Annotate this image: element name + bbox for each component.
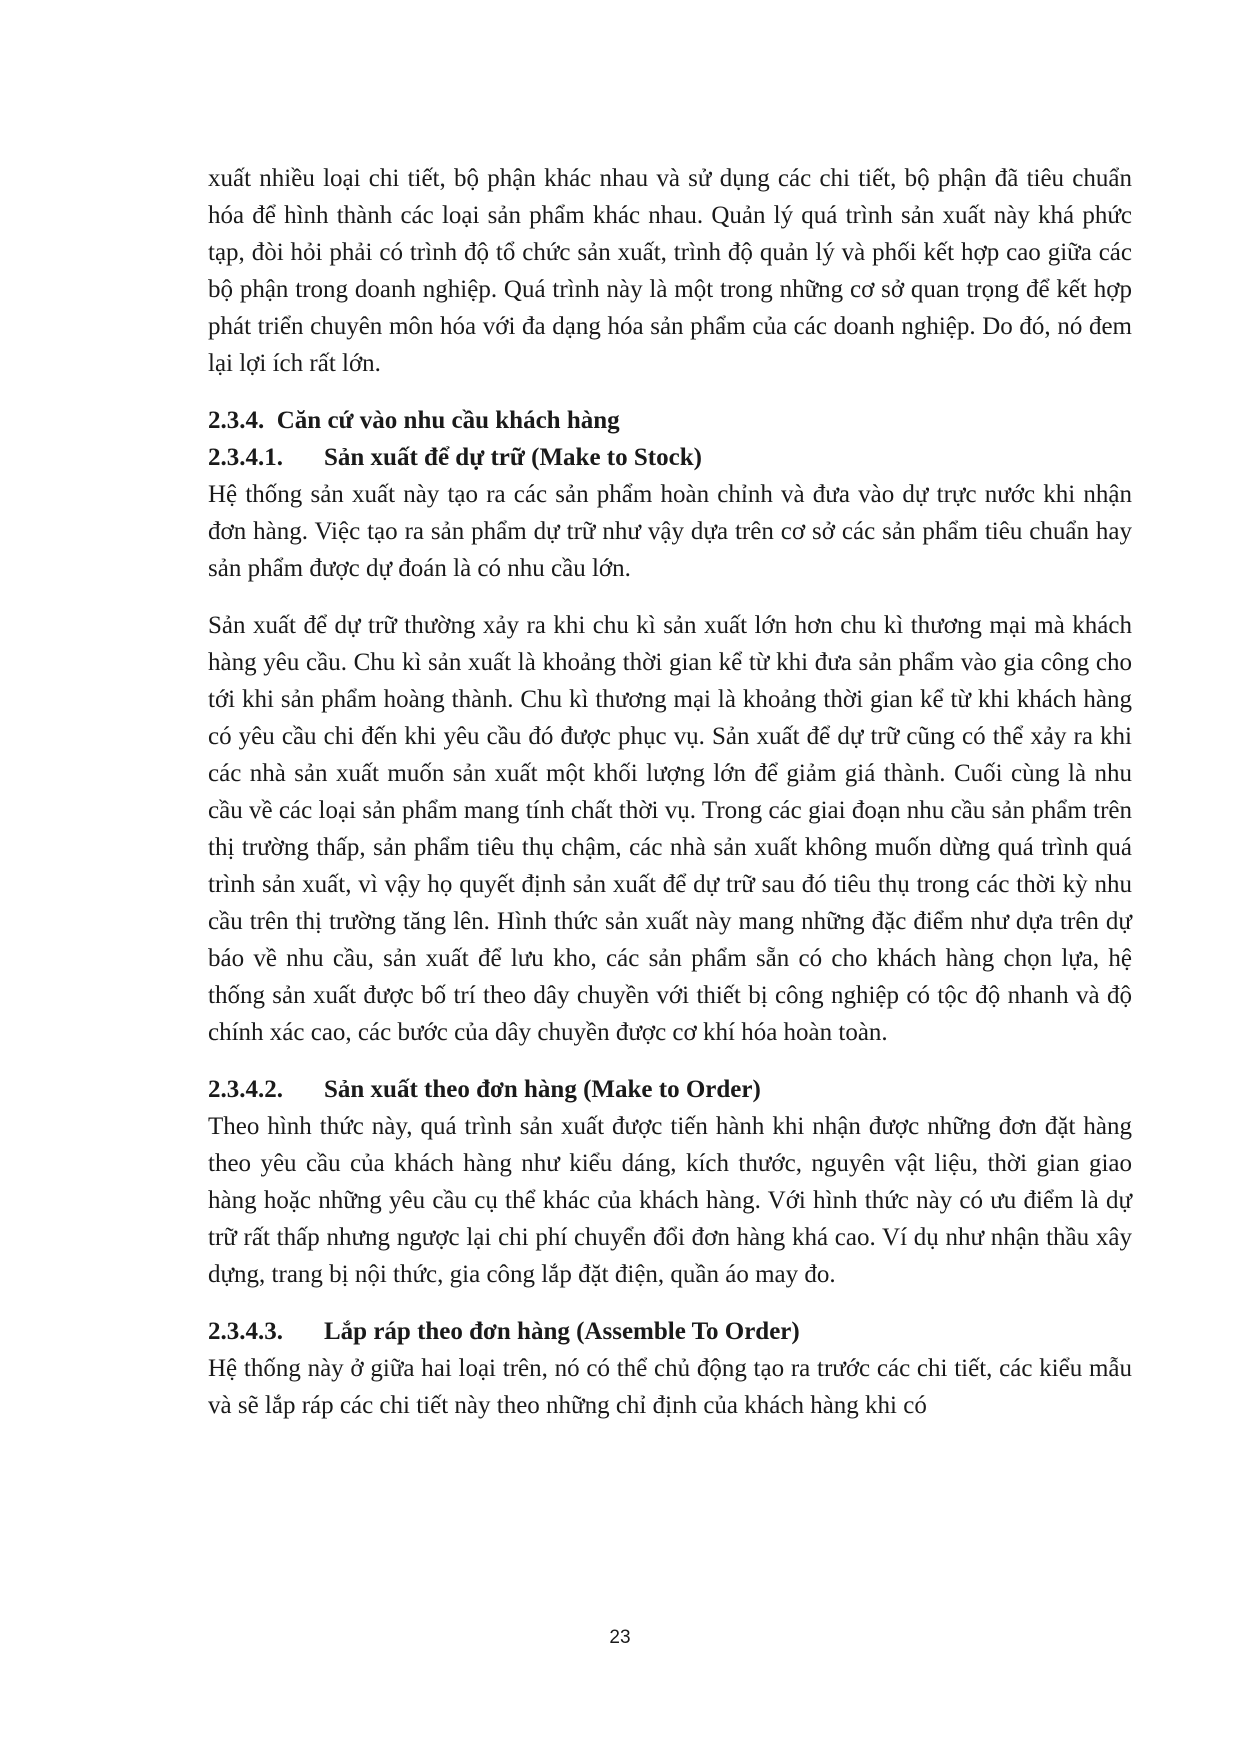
section-heading bbox=[208, 402, 1132, 439]
subsection-number: 2.3.4.3. bbox=[208, 1318, 283, 1345]
subsection-number: 2.3.4.2. bbox=[208, 1076, 283, 1103]
intro-paragraph: xuất nhiều loại chi tiết, bộ phận khác nhau và sử dụng các chi tiết, bộ phận đã tiêu chuẩn hóa để hình thành các loại sản phẩm khác nhau. Quản lý quá trình sản xuất này khá phức tạp, đòi hỏi phải có trình độ tổ chức sản xuất, trình độ quản lý và phối kết hợp cao giữa các bộ phận trong doanh nghiệp. Quá trình này là một trong những cơ sở quan trọng để kết hợp phát triển chuyên môn hóa với đa dạng hóa sản phẩm của các doanh nghiệp. Do đó, nó đem lại lợi ích rất lớn. bbox=[208, 165, 1132, 377]
subsection-number: 2.3.4.1. bbox=[208, 444, 283, 471]
paragraph: Hệ thống này ở giữa hai loại trên, nó có thể chủ động tạo ra trước các chi tiết, các kiểu mẫu và sẽ lắp ráp các chi tiết này theo những chỉ định của khách hàng khi có bbox=[208, 1355, 1132, 1419]
subsection-heading-1 bbox=[208, 439, 1132, 476]
subsection-title: Sản xuất để dự trữ (Make to Stock) bbox=[324, 444, 702, 471]
section-title: Căn cứ vào nhu cầu khách hàng bbox=[276, 407, 620, 434]
page-number: 23 bbox=[609, 1627, 631, 1648]
subsection-title: Sản xuất theo đơn hàng (Make to Order) bbox=[324, 1076, 761, 1103]
subsection-title: Lắp ráp theo đơn hàng (Assemble To Order) bbox=[324, 1318, 800, 1345]
paragraph: Sản xuất để dự trữ thường xảy ra khi chu kì sản xuất lớn hơn chu kì thương mại mà khách hàng yêu cầu. Chu kì sản xuất là khoảng thời gian kể từ khi đưa sản phẩm vào gia công cho tới khi sản phẩm hoàng thành. Chu kì thương mại là khoảng thời gian kể từ khi khách hàng có yêu cầu chi đến khi yêu cầu đó được phục vụ. Sản xuất để dự trữ cũng có thể xảy ra khi các nhà sản xuất muốn sản xuất một khối lượng lớn để giảm giá thành. Cuối cùng là nhu cầu về các loại sản phẩm mang tính chất thời vụ. Trong các giai đoạn nhu cầu sản phẩm trên thị trường thấp, sản phẩm tiêu thụ chậm, các nhà sản xuất không muốn dừng quá trình quá trình sản xuất, vì vậy họ quyết định sản xuất để dự trữ sau đó tiêu thụ trong các thời kỳ nhu cầu trên thị trường tăng lên. Hình thức sản xuất này mang những đặc điểm như dựa trên dự báo về nhu cầu, sản xuất để lưu kho, các sản phẩm sẵn có cho khách hàng chọn lựa, hệ thống sản xuất được bố trí theo dây chuyền với thiết bị công nghiệp có tộc độ nhanh và độ chính xác cao, các bước của dây chuyền được cơ khí hóa hoàn toàn. bbox=[208, 612, 1132, 1046]
paragraph: Theo hình thức này, quá trình sản xuất được tiến hành khi nhận được những đơn đặt hàng theo yêu cầu của khách hàng như kiểu dáng, kích thước, nguyên vật liệu, thời gian giao hàng hoặc những yêu cầu cụ thể khác của khách hàng. Với hình thức này có ưu điểm là dự trữ rất thấp nhưng ngược lại chi phí chuyển đổi đơn hàng khá cao. Ví dụ như nhận thầu xây dựng, trang bị nội thức, gia công lắp đặt điện, quần áo may đo. bbox=[208, 1113, 1132, 1288]
paragraph: Hệ thống sản xuất này tạo ra các sản phẩm hoàn chỉnh và đưa vào dự trực nước khi nhận đơn hàng. Việc tạo ra sản phẩm dự trữ như vậy dựa trên cơ sở các sản phẩm tiêu chuẩn hay sản phẩm được dự đoán là có nhu cầu lớn. bbox=[208, 481, 1132, 582]
subsection-heading-3 bbox=[208, 1313, 1132, 1350]
section-number: 2.3.4. bbox=[208, 407, 265, 434]
document-page bbox=[208, 160, 1132, 1424]
subsection-heading-2 bbox=[208, 1071, 1132, 1108]
